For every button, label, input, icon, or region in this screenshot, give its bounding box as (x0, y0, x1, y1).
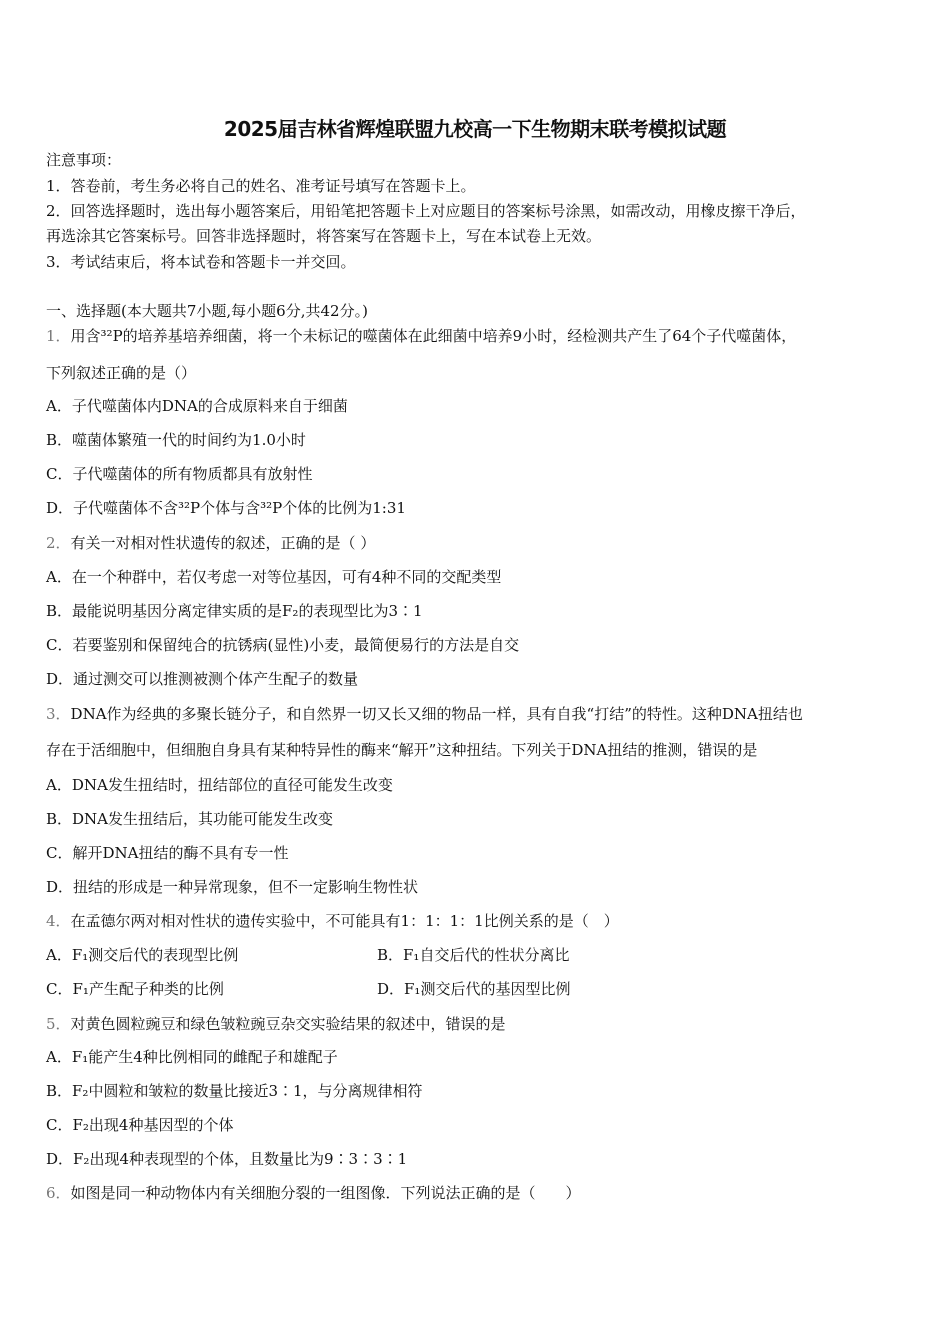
option: A．在一个种群中，若仅考虑一对等位基因，可有4种不同的交配类型 (46, 568, 502, 586)
question-text: 有关一对相对性状遗传的叙述，正确的是（ ） (70, 534, 376, 552)
question-text-cont: 下列叙述正确的是（） (46, 364, 197, 382)
option: B．DNA发生扭结后，其功能可能发生改变 (46, 810, 334, 828)
question-number: 5． (46, 1015, 71, 1033)
question-number: 2． (46, 534, 71, 552)
option: C．若要鉴别和保留纯合的抗锈病(显性)小麦，最简便易行的方法是自交 (46, 636, 520, 654)
option: A．F₁能产生4种比例相同的雌配子和雄配子 (46, 1048, 338, 1066)
notice-item: 2．回答选择题时，选出每小题答案后，用铅笔把答题卡上对应题目的答案标号涂黑，如需改动，用橡皮擦干净后， (46, 202, 806, 220)
option: A．DNA发生扭结时，扭结部位的直径可能发生改变 (46, 776, 393, 794)
option: C．解开DNA扭结的酶不具有专一性 (46, 844, 289, 862)
option: D．F₂出现4种表现型的个体，且数量比为9∶3∶3∶1 (46, 1150, 408, 1168)
option: B．F₂中圆粒和皱粒的数量比接近3∶1，与分离规律相符 (46, 1082, 423, 1100)
question-number: 6． (46, 1184, 71, 1202)
question-3 (46, 704, 803, 724)
notice-item: 再选涂其它答案标号。回答非选择题时，将答案写在答题卡上，写在本试卷上无效。 (46, 227, 602, 245)
option: A．F₁测交后代的表现型比例 (46, 946, 239, 964)
option: D．F₁测交后代的基因型比例 (377, 980, 571, 998)
option: B．噬菌体繁殖一代的时间约为1.0小时 (46, 431, 306, 449)
notice-item: 3．考试结束后，将本试卷和答题卡一并交回。 (46, 253, 356, 271)
section-heading: 一、选择题(本大题共7小题,每小题6分,共42分。) (46, 302, 368, 320)
question-4 (46, 911, 619, 931)
option: D．扭结的形成是一种异常现象，但不一定影响生物性状 (46, 878, 419, 896)
question-text: 用含³²P的培养基培养细菌，将一个未标记的噬菌体在此细菌中培养9小时，经检测共产生了64个子代噬菌体， (70, 327, 797, 345)
option: C．F₂出现4种基因型的个体 (46, 1116, 234, 1134)
option: D．子代噬菌体不含³²P个体与含³²P个体的比例为1:31 (46, 499, 406, 517)
option: B．最能说明基因分离定律实质的是F₂的表现型比为3∶1 (46, 602, 423, 620)
question-text: 在孟德尔两对相对性状的遗传实验中，不可能具有1：1：1：1比例关系的是（ ） (70, 912, 619, 930)
option: C．F₁产生配子种类的比例 (46, 980, 224, 998)
question-2 (46, 533, 375, 553)
option: D．通过测交可以推测被测个体产生配子的数量 (46, 670, 359, 688)
question-number: 4． (46, 912, 71, 930)
question-text: 如图是同一种动物体内有关细胞分裂的一组图像．下列说法正确的是（ ） (70, 1184, 581, 1202)
question-1 (46, 326, 796, 346)
notice-heading: 注意事项： (46, 151, 122, 169)
notice-item: 1．答卷前，考生务必将自己的姓名、准考证号填写在答题卡上。 (46, 177, 476, 195)
question-5 (46, 1014, 506, 1034)
option: A．子代噬菌体内DNA的合成原料来自于细菌 (46, 397, 348, 415)
question-text: DNA作为经典的多聚长链分子，和自然界一切又长又细的物品一样，具有自我“打结”的特性。这种DNA扭结也 (70, 705, 803, 723)
option: B．F₁自交后代的性状分离比 (377, 946, 570, 964)
question-number: 3． (46, 705, 71, 723)
question-text-cont: 存在于活细胞中，但细胞自身具有某种特异性的酶来“解开”这种扭结。下列关于DNA扭结的推测，错误的是 (46, 741, 758, 759)
question-text: 对黄色圆粒豌豆和绿色皱粒豌豆杂交实验结果的叙述中，错误的是 (70, 1015, 506, 1033)
question-number: 1． (46, 327, 71, 345)
option: C．子代噬菌体的所有物质都具有放射性 (46, 465, 313, 483)
exam-title: 2025届吉林省辉煌联盟九校高一下生物期末联考模拟试题 (223, 117, 727, 141)
question-6 (46, 1183, 581, 1203)
